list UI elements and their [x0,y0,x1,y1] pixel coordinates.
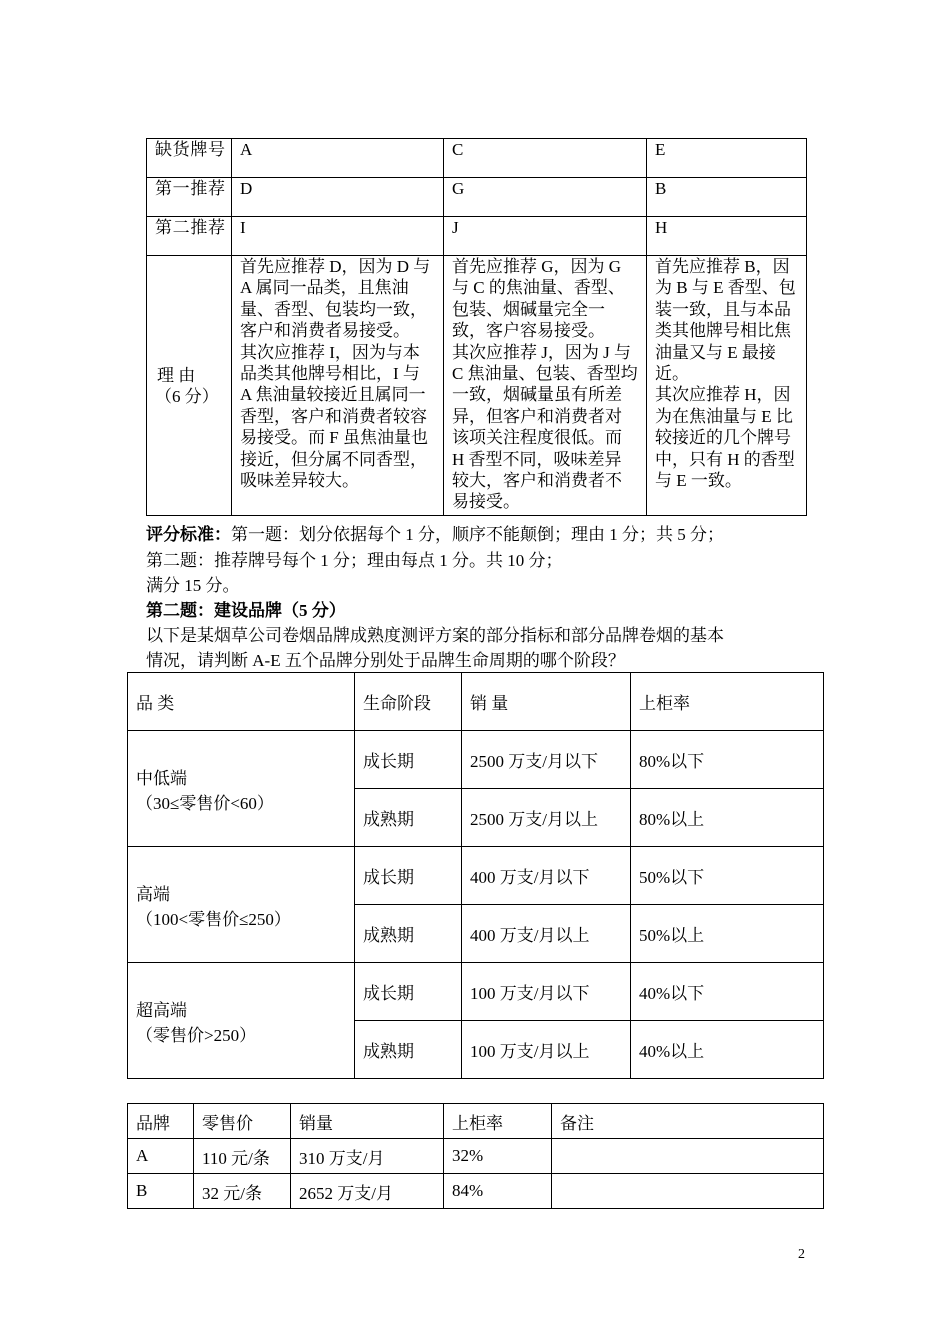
reason-paragraph: 其次应推荐 J，因为 J 与 C 焦油量、包装、香型均一致，烟碱量虽有所差异，但客户和消费者对该项关注程度很低。而 H 香型不同，吸味差异较大，客户和消费者不易接受。 [452,342,638,512]
reason-paragraph: 其次应推荐 I，因为与本品类其他牌号相比，I 与 A 焦油量较接近且属同一香型，客户和消费者较容易接受。而 F 虽焦油量也接近，但分属不同香型，吸味差异较大。 [240,342,428,491]
stage-cell: 成熟期 [355,1021,462,1079]
reason-paragraph: 其次应推荐 H，因为在焦油量与 E 比较接近的几个牌号中，只有 H 的香型与 E 一致。 [655,385,795,491]
reason-cell-a [232,256,444,516]
reason-score: （6 分） [155,386,219,406]
header-rate: 上柜率 [631,673,824,731]
cell: H [647,217,807,256]
rate-cell: 40%以上 [631,1021,824,1079]
header-price: 零售价 [194,1104,291,1139]
note-cell [552,1174,824,1209]
note-cell [552,1139,824,1174]
category-name: 中低端 [136,768,187,788]
row-label-first-recommend: 第一推荐 [147,178,232,217]
rate-cell: 50%以上 [631,905,824,963]
page-number: 2 [798,1247,805,1262]
stage-cell: 成熟期 [355,905,462,963]
header-sales: 销量 [291,1104,444,1139]
reason-paragraph: 首先应推荐 B，因为 B 与 E 香型、包装一致，且与本品类其他牌号相比焦油量又与 E 最接近。 [655,257,796,384]
row-label-second-recommend: 第二推荐 [147,217,232,256]
reason-paragraph: 首先应推荐 G，因为 G 与 C 的焦油量、香型、包装、烟碱量完全一致，客户容易接受。 [452,257,625,341]
sales-cell: 400 万支/月以下 [462,847,631,905]
sales-cell: 2500 万支/月以上 [462,789,631,847]
rate-cell: 50%以下 [631,847,824,905]
sales-cell: 100 万支/月以上 [462,1021,631,1079]
reason-cell-e [647,256,807,516]
category-cell [128,963,355,1079]
rate-cell: 80%以下 [631,731,824,789]
brand-cell: A [128,1139,194,1174]
category-name: 高端 [136,884,170,904]
header-note: 备注 [552,1104,824,1139]
reason-label: 理 由 [157,365,196,385]
category-range: （零售价>250） [136,1025,257,1045]
price-cell: 32 元/条 [194,1174,291,1209]
question-2-title: 第二题：建设品牌（5 分） [146,601,346,620]
cell: J [444,217,647,256]
scoring-label: 评分标准： [146,525,231,544]
stage-cell: 成长期 [355,731,462,789]
rate-cell: 80%以上 [631,789,824,847]
stage-cell: 成长期 [355,963,462,1021]
sales-cell: 100 万支/月以下 [462,963,631,1021]
header-brand: 品牌 [128,1104,194,1139]
scoring-line-3: 满分 15 分。 [146,576,240,595]
cell: G [444,178,647,217]
header-sales: 销 量 [462,673,631,731]
brand-cell: B [128,1174,194,1209]
scoring-line-2: 第二题：推荐牌号每个 1 分；理由每点 1 分。共 10 分； [146,551,563,570]
question-2-text-1: 以下是某烟草公司卷烟品牌成熟度测评方案的部分指标和部分品牌卷烟的基本 [146,626,724,645]
header-stage: 生命阶段 [355,673,462,731]
cell: E [647,139,807,178]
scoring-text: 第一题：划分依据每个 1 分，顺序不能颠倒；理由 1 分；共 5 分； [231,525,724,544]
header-rate: 上柜率 [444,1104,552,1139]
sales-cell: 310 万支/月 [291,1139,444,1174]
sales-cell: 400 万支/月以上 [462,905,631,963]
category-name: 超高端 [136,1000,187,1020]
header-category: 品 类 [128,673,355,731]
brand-info-table [127,1103,824,1209]
cell: B [647,178,807,217]
category-cell [128,731,355,847]
sales-cell: 2500 万支/月以下 [462,731,631,789]
cell: A [232,139,444,178]
cell: I [232,217,444,256]
scoring-line-1 [146,524,724,545]
stage-cell: 成长期 [355,847,462,905]
row-label-reason [147,256,232,516]
price-cell: 110 元/条 [194,1139,291,1174]
rate-cell: 84% [444,1174,552,1209]
row-label-out-of-stock: 缺货牌号 [147,139,232,178]
category-range: （100<零售价≤250） [136,909,291,929]
stage-cell: 成熟期 [355,789,462,847]
recommendation-table [146,138,807,516]
category-cell [128,847,355,963]
question-2-text-2: 情况，请判断 A-E 五个品牌分别处于品牌生命周期的哪个阶段？ [146,651,625,670]
cell: D [232,178,444,217]
sales-cell: 2652 万支/月 [291,1174,444,1209]
rate-cell: 32% [444,1139,552,1174]
rate-cell: 40%以下 [631,963,824,1021]
cell: C [444,139,647,178]
lifecycle-criteria-table [127,672,824,1079]
reason-cell-c [444,256,647,516]
reason-paragraph: 首先应推荐 D，因为 D 与 A 属同一品类，且焦油量、香型、包装均一致，客户和消费者易接受。 [240,257,431,341]
category-range: （30≤零售价<60） [136,793,274,813]
